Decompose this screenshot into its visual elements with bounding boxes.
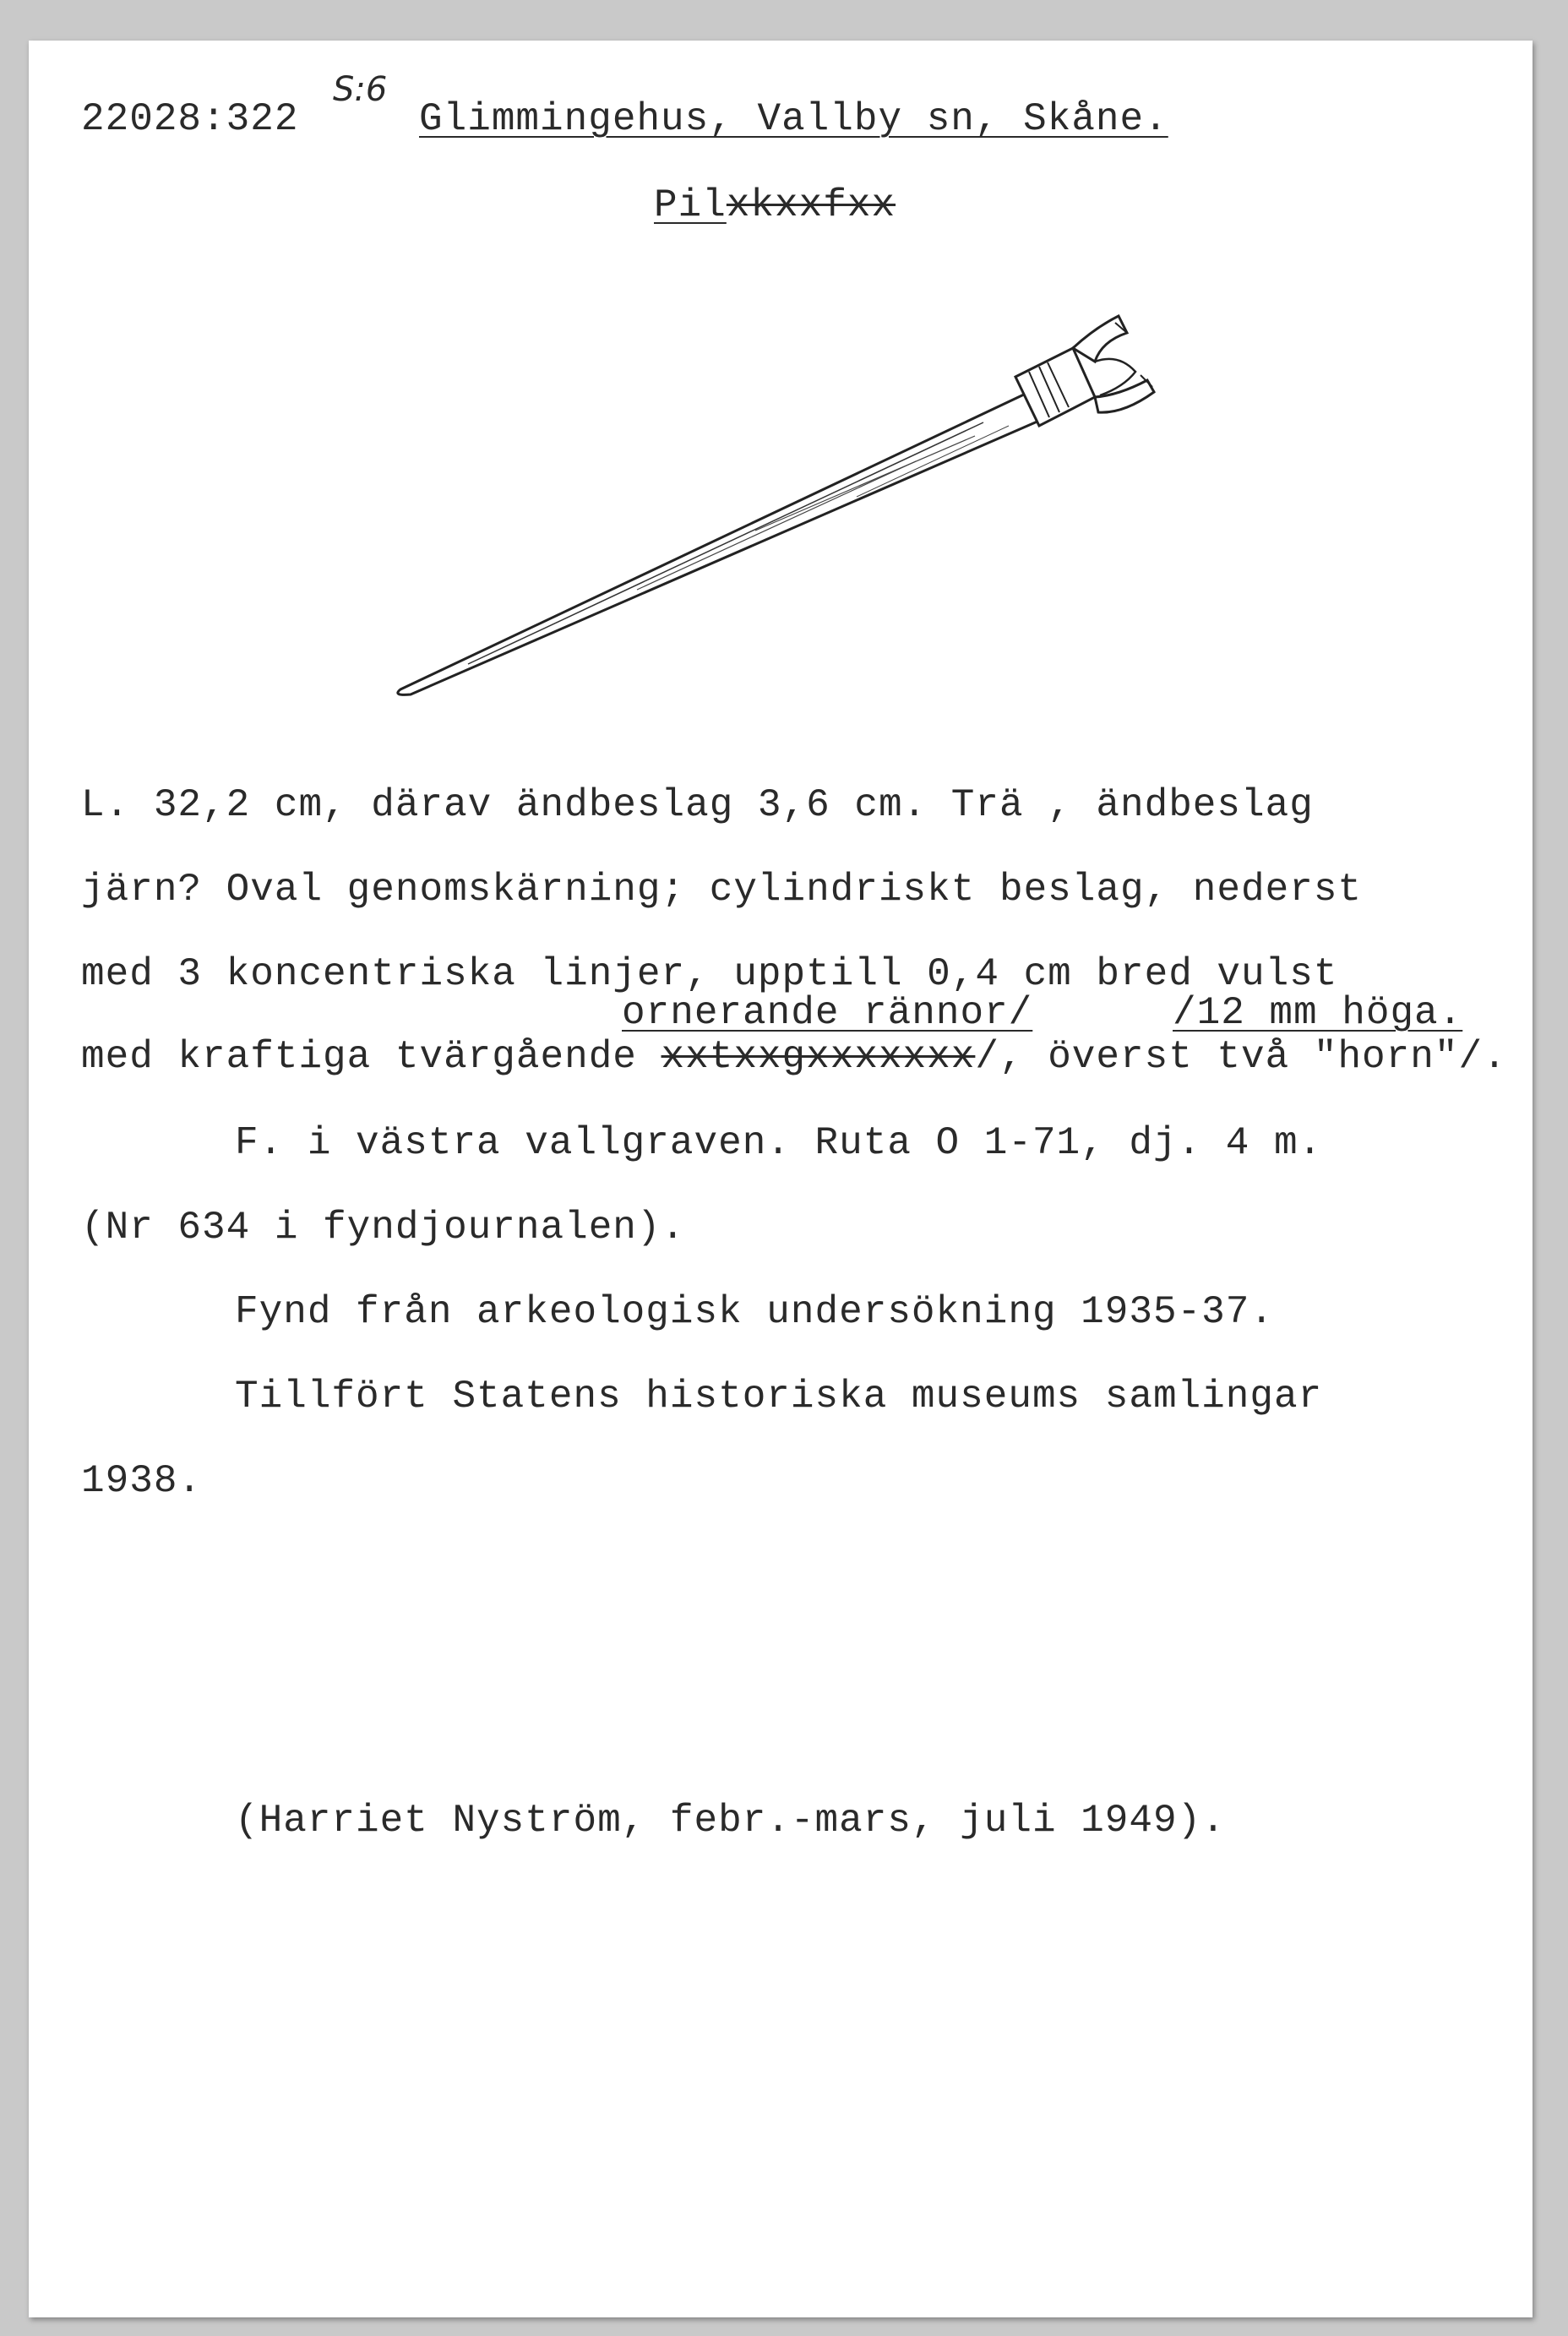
catalog-number: 22028:322 <box>81 97 299 141</box>
insert-annotation-left: ornerande rännor/ <box>622 991 1033 1035</box>
find-place: Glimmingehus, Vallby sn, Skåne. <box>419 97 1168 141</box>
find-line-2: (Nr 634 i fyndjournalen). <box>81 1206 686 1250</box>
object-name-struck: xkxxfxx <box>726 183 896 227</box>
find-line-3: Fynd från arkeologisk undersökning 1935-37. <box>235 1290 1274 1334</box>
description-line-3: med 3 koncentriska linjer, upptill 0,4 cm bred vulst <box>81 952 1338 996</box>
line4-end: /, överst två "horn"/. <box>975 1035 1507 1079</box>
arrow-drawing <box>29 41 1533 801</box>
insert-annotation-right: /12 mm höga. <box>1173 991 1463 1035</box>
catalog-card <box>29 41 1533 2317</box>
find-line-4: Tillfört Statens historiska museums samlingar <box>235 1375 1323 1418</box>
author-line: (Harriet Nyström, febr.-mars, juli 1949). <box>235 1799 1226 1843</box>
line4-struck: xxtxxgxxxxxxx <box>661 1035 976 1079</box>
description-line-4 <box>81 1035 1507 1079</box>
find-line-1: F. i västra vallgraven. Ruta O 1-71, dj. 4 m. <box>235 1121 1323 1165</box>
object-name-text: Pil <box>654 183 727 227</box>
handwritten-number: S:6 <box>333 70 388 109</box>
description-line-2: järn? Oval genomskärning; cylindriskt beslag, nederst <box>81 868 1363 912</box>
line4-start: med kraftiga tvärgående <box>81 1035 662 1079</box>
description-line-1: L. 32,2 cm, därav ändbeslag 3,6 cm. Trä , ändbeslag <box>81 783 1314 827</box>
find-line-5: 1938. <box>81 1459 203 1503</box>
